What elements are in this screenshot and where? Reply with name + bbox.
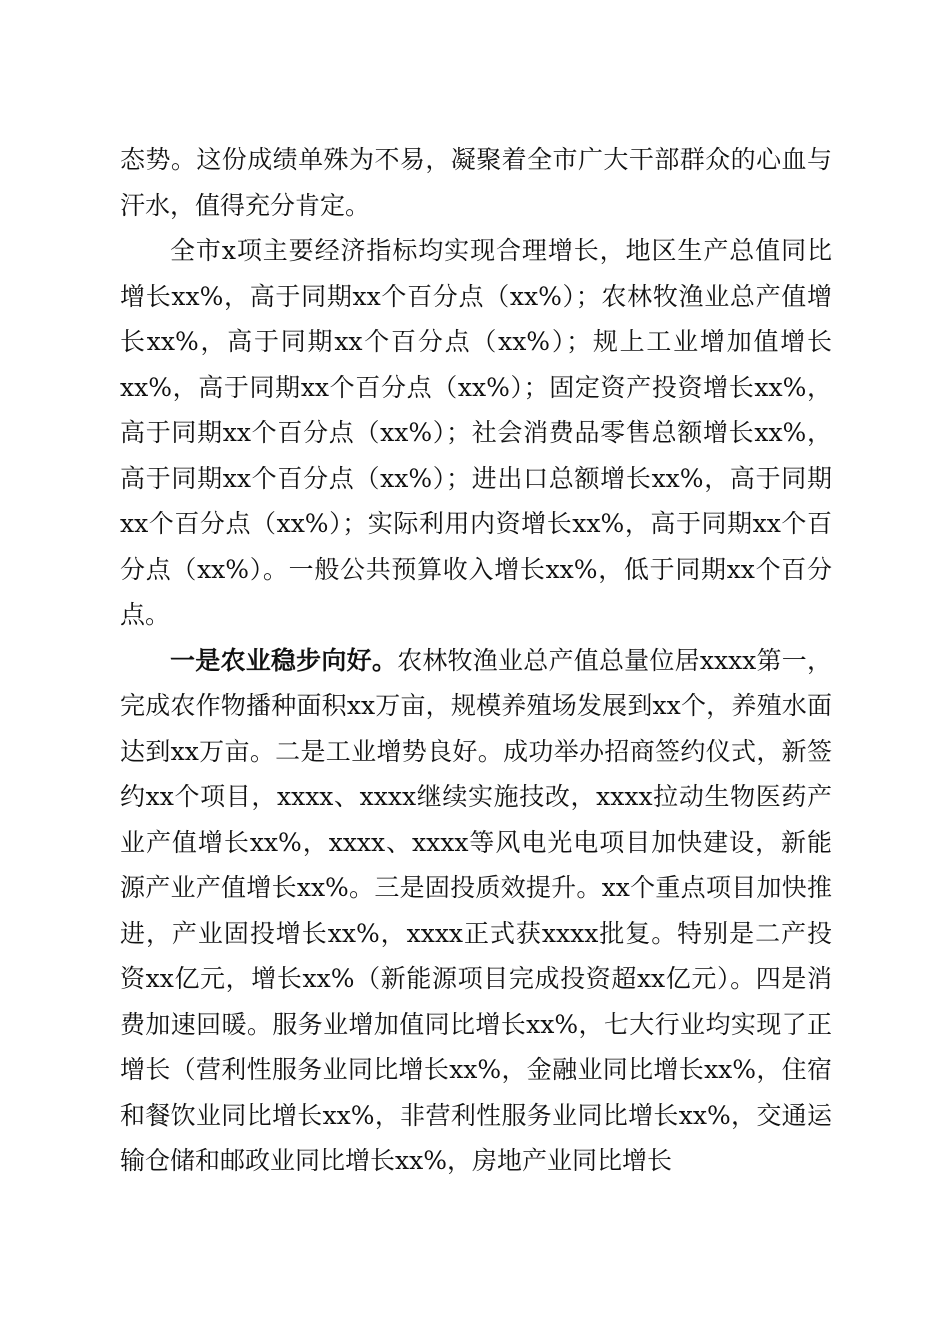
paragraph-continuation [120,137,832,228]
paragraph-economic-indicators [120,228,832,638]
paragraph-text: 农林牧渔业总产值总量位居xxxx第一，完成农作物播种面积xx万亩，规模养殖场发展到xx个，养殖水面达到xx万亩。二是工业增势良好。成功举办招商签约仪式，新签约xx个项目，xxxx、xxxx继续实施技改，xxxx拉动生物医药产业产值增长xx%，xxxx、xxxx等风电光电项目加快建设，新能源产业产值增长xx%。三是固投质效提升。xx个重点项目加快推进，产业固投增长xx%，xxxx正式获xxxx批复。特别是二产投资xx亿元，增长xx%（新能源项目完成投资超xx亿元）。四是消费加速回暖。服务业增加值同比增长xx%，七大行业均实现了正增长（营利性服务业同比增长xx%，金融业同比增长xx%，住宿和餐饮业同比增长xx%，非营利性服务业同比增长xx%，交通运输仓储和邮政业同比增长xx%，房地产业同比增长 [120,645,832,1175]
paragraph-lead-heading: 一是农业稳步向好。 [170,645,398,675]
paragraph-text: 全市x项主要经济指标均实现合理增长，地区生产总值同比增长xx%，高于同期xx个百分点（xx%）；农林牧渔业总产值增长xx%，高于同期xx个百分点（xx%）；规上工业增加值增长xx%，高于同期xx个百分点（xx%）；固定资产投资增长xx%，高于同期xx个百分点（xx%）；社会消费品零售总额增长xx%，高于同期xx个百分点（xx%）；进出口总额增长xx%，高于同期xx个百分点（xx%）；实际利用内资增长xx%，高于同期xx个百分点（xx%）。一般公共预算收入增长xx%，低于同期xx个百分点。 [120,236,832,629]
paragraph-sector-summary [120,638,832,1184]
document-page [120,137,832,1184]
paragraph-text: 态势。这份成绩单殊为不易，凝聚着全市广大干部群众的心血与汗水，值得充分肯定。 [120,145,832,220]
